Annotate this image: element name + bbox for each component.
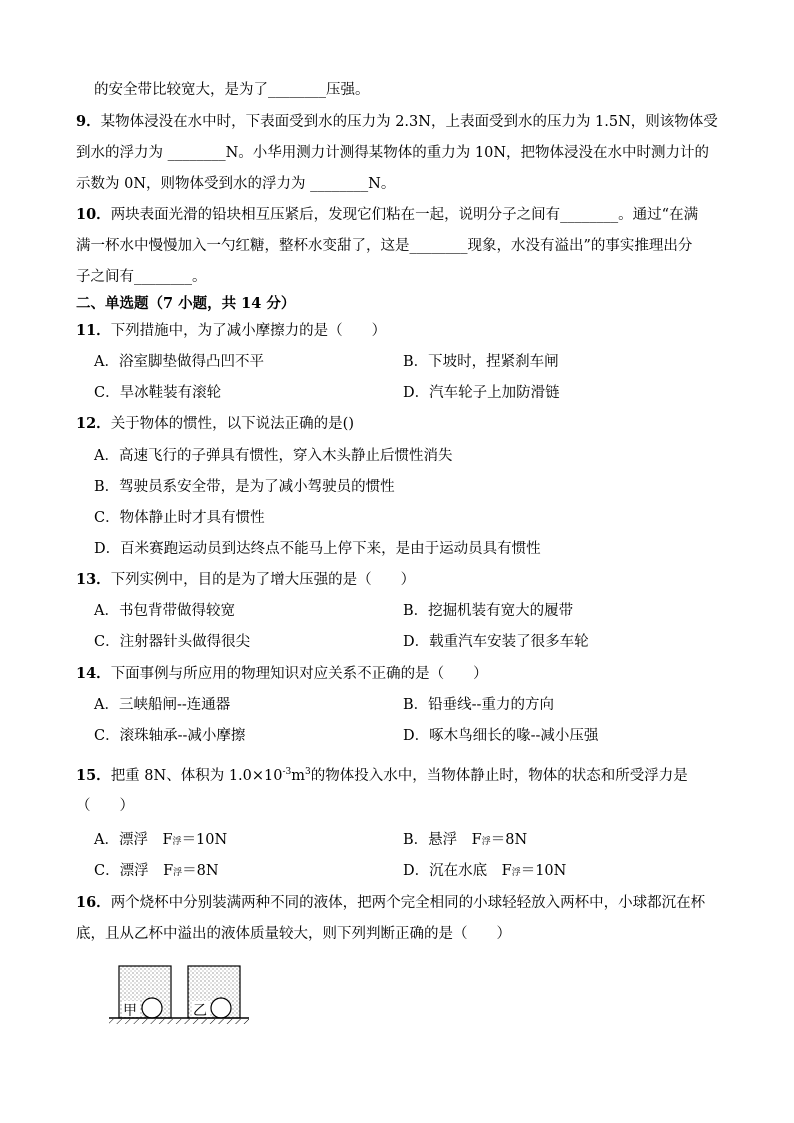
exponent: 3 — [305, 767, 311, 777]
option-a — [94, 830, 227, 852]
option-b: B．铅垂线--重力的方向 — [403, 697, 554, 713]
question-12-stem — [76, 414, 354, 434]
option-d: D．百米赛跑运动员到达终点不能马上停下来，是由于运动员具有惯性 — [94, 541, 541, 557]
q8-continuation: 的安全带比较宽大，是为了________压强。 — [94, 82, 370, 98]
option-d: D．载重汽车安装了很多车轮 — [403, 634, 589, 650]
option-c — [94, 861, 219, 883]
question-number: 10． — [76, 206, 111, 223]
ground-hatch — [109, 1019, 249, 1024]
option-a: A．书包背带做得较宽 — [94, 603, 235, 619]
option-d — [403, 861, 566, 883]
question-text: 把重 8N、体积为 1.0×10 — [110, 767, 283, 784]
option-value: ＝8N — [490, 832, 528, 848]
option-b: B．挖掘机装有宽大的履带 — [403, 603, 574, 619]
option-label: A．漂浮 F — [94, 832, 173, 848]
question-9-line3: 示数为 0N，则物体受到水的浮力为 ________N。 — [76, 176, 396, 192]
question-number: 14． — [76, 665, 111, 682]
question-text: 的物体投入水中，当物体静止时，物体的状态和所受浮力是 — [310, 767, 688, 784]
question-number: 9． — [76, 113, 101, 130]
subscript: 浮 — [481, 837, 491, 847]
label-jia: 甲 — [123, 1003, 137, 1019]
question-number: 11． — [76, 322, 111, 339]
option-b — [403, 830, 527, 852]
question-number: 15． — [76, 766, 111, 784]
question-10-line3: 子之间有________。 — [76, 269, 207, 285]
option-label: B．悬浮 F — [403, 832, 482, 848]
question-11-stem — [76, 321, 386, 341]
label-yi: 乙 — [193, 1003, 207, 1019]
question-number: 16． — [76, 894, 111, 911]
question-9-line2: 到水的浮力为 ________N。小华用测力计测得某物体的重力为 10N，把物体浸没在水中时测力计的 — [76, 145, 710, 161]
beakers-figure — [104, 960, 254, 1026]
question-16-line2: 底，且从乙杯中溢出的液体质量较大，则下列判断正确的是（ ） — [76, 926, 511, 942]
subscript: 浮 — [511, 868, 521, 878]
question-text: 关于物体的惯性，以下说法正确的是() — [110, 416, 354, 432]
question-13-stem — [76, 570, 415, 590]
ball-left — [142, 998, 162, 1018]
option-d: D．汽车轮子上加防滑链 — [403, 385, 560, 401]
question-9-line1 — [76, 112, 718, 132]
question-number: 13． — [76, 571, 111, 588]
option-c: C．旱冰鞋装有滚轮 — [94, 385, 222, 401]
option-d: D．啄木鸟细长的喙--减小压强 — [403, 728, 599, 744]
option-a: A．浴室脚垫做得凸凹不平 — [94, 354, 264, 370]
question-10-line1 — [76, 205, 698, 225]
question-text: 下列措施中，为了减小摩擦力的是（ ） — [110, 323, 387, 339]
ball-right — [211, 998, 231, 1018]
option-a: A．高速飞行的子弹具有惯性，穿入木头静止后惯性消失 — [94, 448, 453, 464]
question-text: 下列实例中，目的是为了增大压强的是（ ） — [110, 572, 416, 588]
option-c: C．物体静止时才具有惯性 — [94, 510, 265, 526]
option-b: B．下坡时，捏紧刹车闸 — [403, 354, 559, 370]
option-c: C．滚珠轴承--减小摩擦 — [94, 728, 246, 744]
option-a: A．三峡船闸--连通器 — [94, 697, 231, 713]
question-10-line2: 满一杯水中慢慢加入一勺红糖，整杯水变甜了，这是________现象，水没有溢出”的事实推理出分 — [76, 238, 693, 254]
question-text: 两个烧杯中分别装满两种不同的液体，把两个完全相同的小球轻轻放入两杯中，小球都沉在杯 — [110, 895, 706, 911]
question-text: 两块表面光滑的铅块相互压紧后，发现它们粘在一起，说明分子之间有________。通过“在满 — [110, 207, 699, 223]
option-b: B．驾驶员系安全带，是为了减小驾驶员的惯性 — [94, 479, 395, 495]
question-number: 12． — [76, 415, 111, 432]
option-label: C．漂浮 F — [94, 863, 174, 879]
option-value: ＝8N — [182, 863, 219, 879]
section-heading: 二、单选题（7 小题，共 14 分） — [76, 295, 296, 312]
subscript: 浮 — [173, 868, 183, 878]
option-c: C．注射器针头做得很尖 — [94, 634, 251, 650]
option-label: D．沉在水底 F — [403, 863, 512, 879]
option-value: ＝10N — [520, 863, 567, 879]
question-15-stem — [76, 762, 688, 786]
question-15-stem-end: （ ） — [76, 798, 134, 814]
question-14-stem — [76, 664, 488, 684]
unit: m — [291, 767, 306, 784]
exponent: -3 — [282, 767, 292, 777]
question-text: 下面事例与所应用的物理知识对应关系不正确的是（ ） — [110, 666, 488, 682]
question-text: 某物体浸没在水中时，下表面受到水的压力为 2.3N，上表面受到水的压力为 1.5N，则该物体受 — [100, 114, 718, 130]
question-16-line1 — [76, 893, 705, 913]
option-value: ＝10N — [181, 832, 228, 848]
subscript: 浮 — [172, 837, 182, 847]
